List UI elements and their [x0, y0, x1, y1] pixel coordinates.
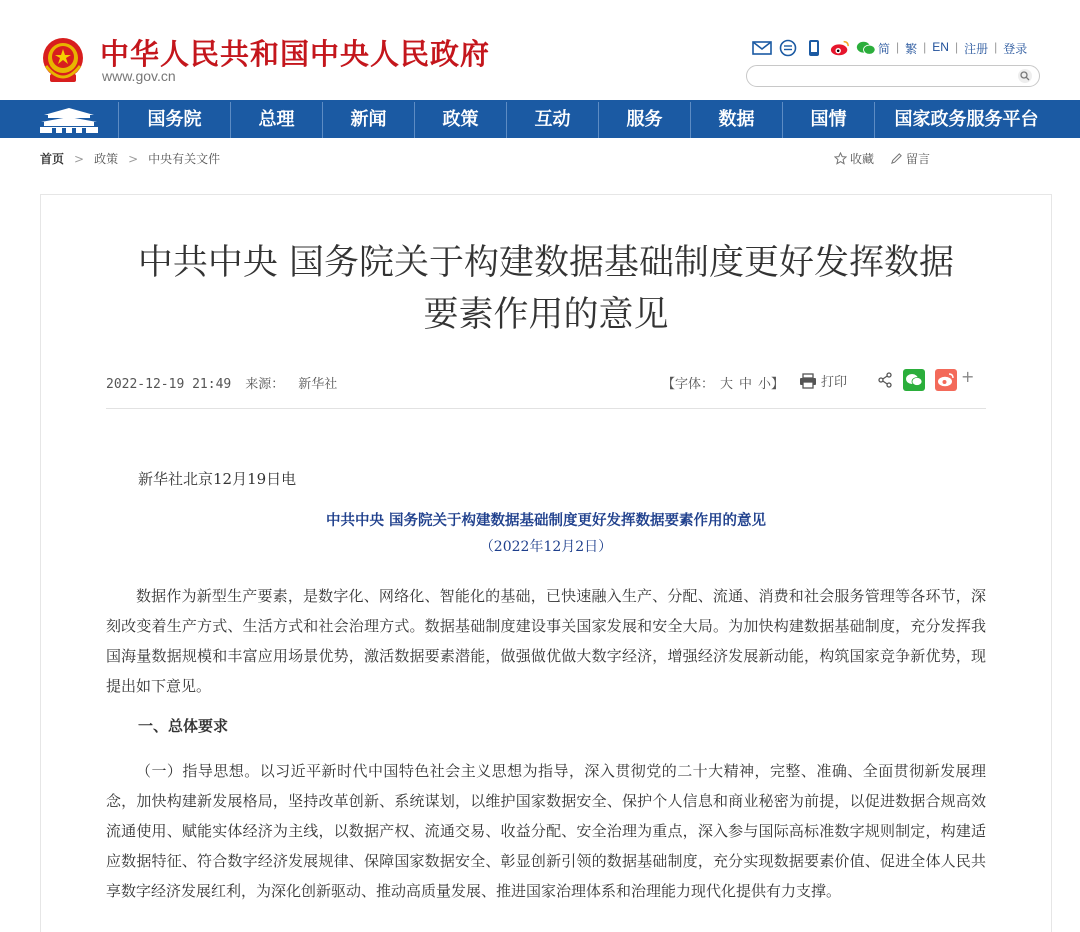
font-large-button[interactable]: 大 — [720, 377, 734, 392]
nav-item-policy[interactable]: 政策 — [414, 102, 506, 138]
share-more-icon[interactable]: + — [961, 366, 975, 386]
publish-date: 2022-12-19 21:49 — [106, 377, 232, 392]
link-english[interactable]: EN — [932, 40, 949, 54]
share-bar — [877, 366, 975, 391]
weibo-icon[interactable] — [830, 39, 850, 57]
nav-item-state-council[interactable]: 国务院 — [118, 102, 230, 138]
article-container — [40, 194, 1052, 932]
font-small-button[interactable]: 小】 — [758, 377, 785, 392]
nav-list — [118, 102, 1058, 138]
dateline: 新华社北京12月19日电 — [138, 470, 297, 488]
link-simplified[interactable]: 简 — [878, 42, 891, 56]
comment-button[interactable] — [890, 150, 930, 167]
document-date: （2022年12月2日） — [479, 539, 613, 555]
font-size-control — [659, 373, 787, 392]
source-label: 来源： — [245, 377, 285, 392]
nav-item-data[interactable]: 数据 — [690, 102, 782, 138]
breadcrumb-policy[interactable]: 政策 — [94, 152, 119, 166]
national-emblem-icon[interactable] — [40, 36, 86, 86]
wechat-icon — [905, 373, 923, 387]
printer-icon — [799, 373, 817, 389]
site-url[interactable]: www.gov.cn — [102, 68, 176, 84]
chat-icon[interactable] — [778, 39, 798, 57]
article-title-line1: 中共中央 国务院关于构建数据基础制度更好发挥数据 — [137, 243, 955, 283]
chevron-right-icon: > — [74, 152, 85, 166]
weibo-icon — [937, 373, 955, 387]
search-icon[interactable] — [1017, 68, 1033, 84]
comment-label: 留言 — [906, 152, 931, 166]
nav-item-news[interactable]: 新闻 — [322, 102, 414, 138]
section-heading: 一、总体要求 — [138, 717, 229, 735]
nav-item-service[interactable]: 服务 — [598, 102, 690, 138]
article-title-line2: 要素作用的意见 — [423, 295, 669, 335]
paragraph: 数据作为新型生产要素，是数字化、网络化、智能化的基础，已快速融入生产、分配、流通、消费和社会服务管理等各环节，深刻改变着生产方式、生活方式和社会治理方式。数据基础制度建设事关国家发展和安全大局。为加快构建数据基础制度，充分发挥我国海量数据规模和丰富应用场景优势，激活数据要素潜能，做强做优做大数字经济，增强经济发展新动能，构筑国家竞争新优势，现提出如下意见。 — [106, 587, 986, 695]
nav-item-national-info[interactable]: 国情 — [782, 102, 874, 138]
nav-item-interaction[interactable]: 互动 — [506, 102, 598, 138]
link-register[interactable]: 注册 — [964, 42, 989, 56]
nav-item-gov-service-platform[interactable]: 国家政务服务平台 — [874, 102, 1058, 138]
site-title[interactable]: 中华人民共和国中央人民政府 — [100, 37, 491, 71]
main-nav — [0, 100, 1080, 138]
favorite-button[interactable] — [834, 150, 874, 167]
nav-item-premier[interactable]: 总理 — [230, 102, 322, 138]
share-weibo-button[interactable] — [935, 369, 957, 391]
search-box — [746, 65, 1040, 87]
site-header — [0, 0, 1080, 100]
share-wechat-button[interactable] — [903, 369, 925, 391]
pencil-icon — [890, 152, 903, 165]
link-login[interactable]: 登录 — [1003, 42, 1028, 56]
print-button[interactable] — [799, 371, 847, 390]
breadcrumb-home[interactable]: 首页 — [40, 152, 65, 166]
breadcrumb-central-docs[interactable]: 中央有关文件 — [148, 152, 221, 166]
paragraph: （一）指导思想。以习近平新时代中国特色社会主义思想为指导，深入贯彻党的二十大精神，完整、准确、全面贯彻新发展理念，加快构建新发展格局，坚持改革创新、系统谋划，以维护国家数据安全、保护个人信息和商业秘密为前提，以促进数据合规高效流通使用、赋能实体经济为主线，以数据产权、流通交易、收益分配、安全治理为重点，深入参与国际高标准数字规则制定，构建适应数据特征、符合数字经济发展规律、保障国家数据安全、彰显创新引领的数据基础制度，充分实现数据要素价值、促进全体人民共享数字经济发展红利，为深化创新驱动、推动高质量发展、推进国家治理体系和治理能力现代化提供有力支撑。 — [106, 762, 986, 900]
top-links: 简 | 繁 | EN | 注册 | 登录 — [878, 40, 1028, 56]
article-meta — [106, 373, 337, 392]
divider — [106, 408, 986, 409]
print-label: 打印 — [821, 375, 848, 390]
star-icon — [834, 152, 847, 165]
link-traditional[interactable]: 繁 — [905, 42, 918, 56]
mobile-icon[interactable] — [804, 39, 824, 57]
share-icon[interactable] — [877, 372, 893, 388]
search-input[interactable] — [757, 67, 1021, 87]
favorite-label: 收藏 — [850, 152, 875, 166]
page-tools — [834, 150, 930, 167]
tiananmen-logo-icon[interactable] — [38, 105, 100, 135]
mail-icon[interactable] — [752, 39, 772, 57]
source-name: 新华社 — [298, 377, 338, 392]
document-title: 中共中央 国务院关于构建数据基础制度更好发挥数据要素作用的意见 — [325, 512, 767, 529]
top-icon-bar — [752, 38, 876, 58]
font-medium-button[interactable]: 中 — [739, 377, 753, 392]
article-title — [41, 237, 1051, 341]
font-label: 【字体： — [662, 377, 715, 392]
breadcrumb — [40, 150, 220, 167]
wechat-icon[interactable] — [856, 39, 876, 57]
chevron-right-icon: > — [128, 152, 139, 166]
